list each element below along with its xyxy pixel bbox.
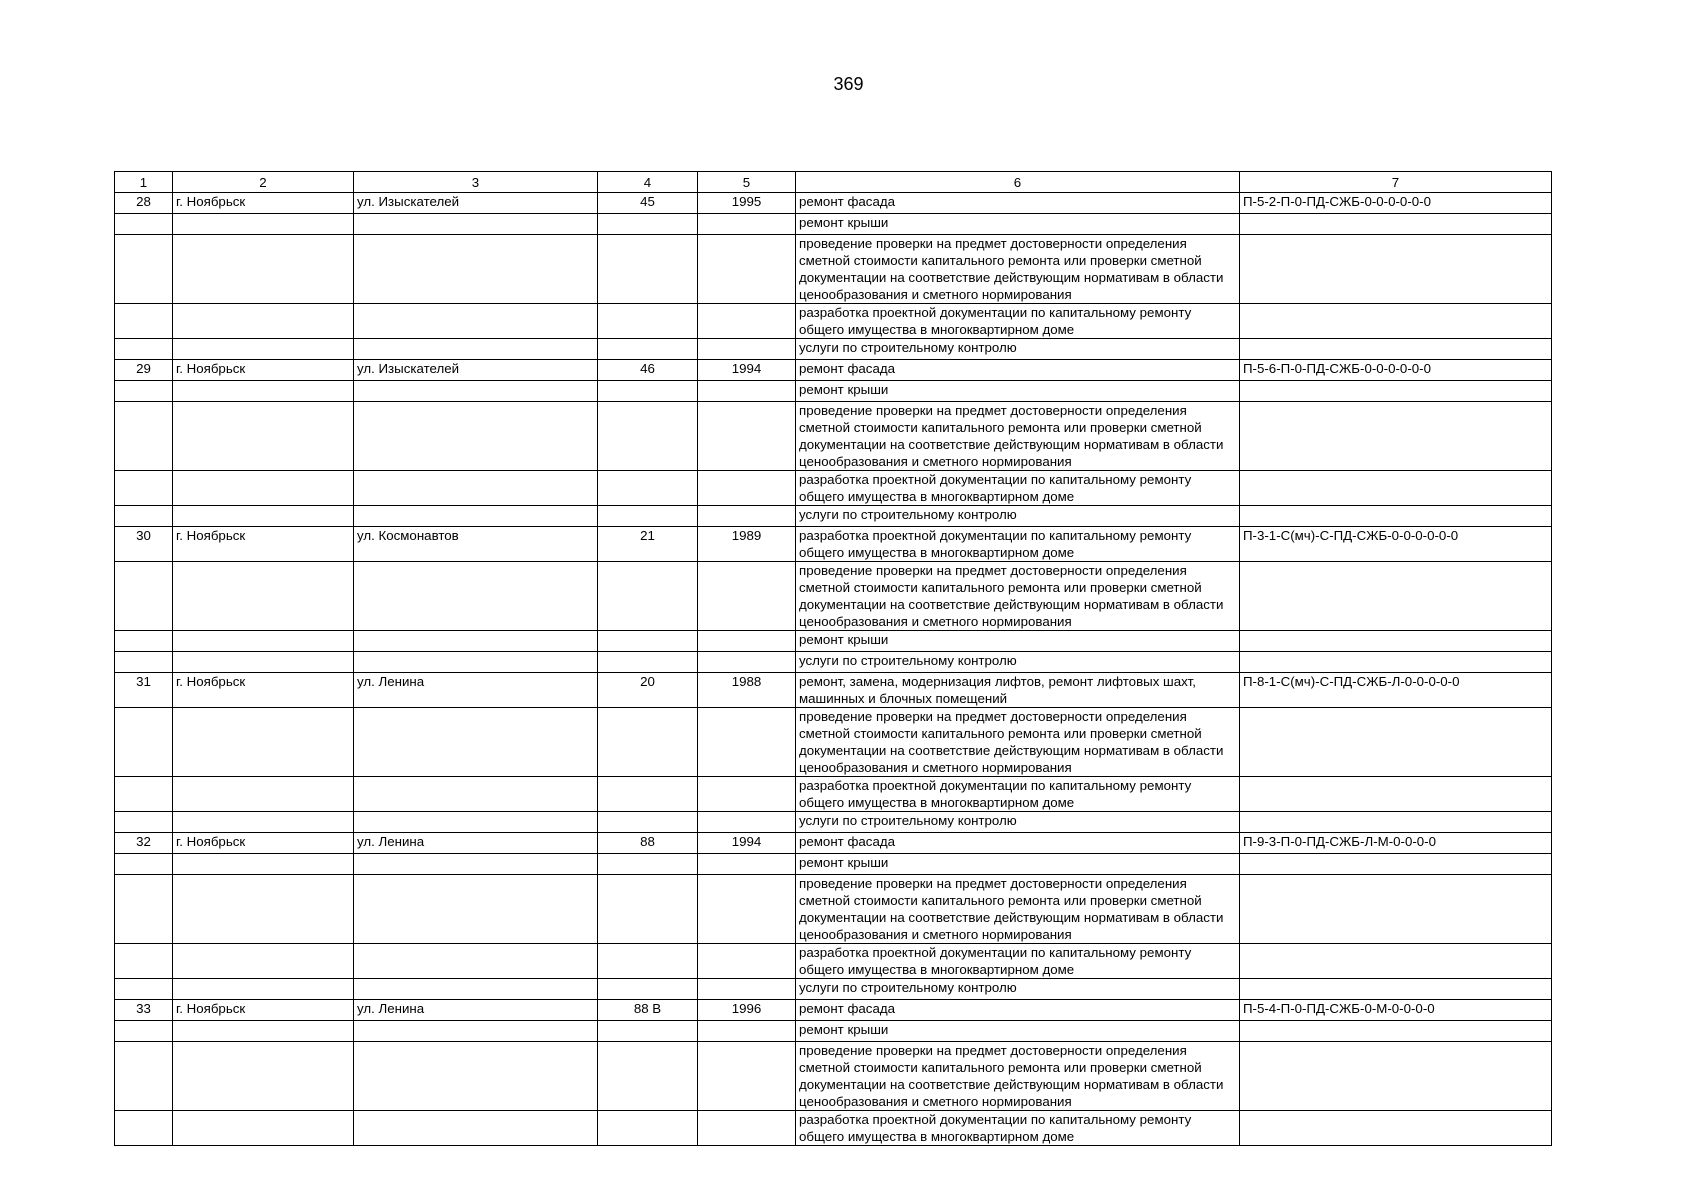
cell-number: 30 [115,527,173,562]
table-row [115,1111,1552,1146]
cell-work-type: услуги по строительному контролю [796,506,1240,527]
page-number: 369 [833,74,864,94]
cell-year [698,1042,796,1111]
cell-code: П-9-3-П-0-ПД-СЖБ-Л-М-0-0-0-0 [1240,833,1552,854]
cell-street: ул. Ленина [354,673,598,708]
cell-year [698,339,796,360]
table-row [115,652,1552,673]
cell-house: 21 [598,527,698,562]
cell-work-type: услуги по строительному контролю [796,979,1240,1000]
cell-year: 1994 [698,833,796,854]
cell-number [115,471,173,506]
cell-number: 31 [115,673,173,708]
cell-code: П-5-6-П-0-ПД-СЖБ-0-0-0-0-0-0 [1240,360,1552,381]
cell-work-type: ремонт крыши [796,381,1240,402]
table-row [115,1021,1552,1042]
table-row [115,875,1552,944]
cell-number [115,562,173,631]
cell-year [698,471,796,506]
cell-year [698,652,796,673]
cell-house [598,652,698,673]
cell-number [115,875,173,944]
cell-city [173,339,354,360]
cell-street [354,304,598,339]
cell-city [173,875,354,944]
cell-house [598,562,698,631]
cell-work-type: проведение проверки на предмет достоверности определения сметной стоимости капитального ремонта или проверки сметной документации на соответствие действующим нормативам в области ценообразования и сметного нормирования [796,708,1240,777]
cell-city [173,381,354,402]
cell-number [115,854,173,875]
cell-street: ул. Ленина [354,1000,598,1021]
cell-city [173,471,354,506]
cell-year: 1989 [698,527,796,562]
table-row [115,777,1552,812]
cell-code [1240,875,1552,944]
header-col-3: 3 [354,172,598,193]
header-col-6: 6 [796,172,1240,193]
cell-house [598,1042,698,1111]
cell-house [598,875,698,944]
table-row [115,506,1552,527]
cell-house: 45 [598,193,698,214]
cell-code [1240,562,1552,631]
cell-work-type: ремонт крыши [796,854,1240,875]
cell-city [173,812,354,833]
cell-year [698,402,796,471]
cell-work-type: разработка проектной документации по капитальному ремонту общего имущества в многоквартирном доме [796,527,1240,562]
cell-house [598,214,698,235]
cell-city: г. Ноябрьск [173,1000,354,1021]
cell-city [173,506,354,527]
table-row [115,471,1552,506]
cell-code [1240,1111,1552,1146]
cell-street [354,979,598,1000]
cell-city: г. Ноябрьск [173,527,354,562]
cell-street [354,402,598,471]
table-row [115,854,1552,875]
cell-year [698,214,796,235]
cell-street [354,1021,598,1042]
cell-street [354,381,598,402]
cell-street [354,339,598,360]
table-row [115,1042,1552,1111]
cell-number [115,979,173,1000]
cell-work-type: разработка проектной документации по капитальному ремонту общего имущества в многоквартирном доме [796,304,1240,339]
cell-house [598,1021,698,1042]
cell-code [1240,304,1552,339]
cell-number [115,631,173,652]
cell-house: 88 В [598,1000,698,1021]
table-row [115,1000,1552,1021]
cell-year [698,562,796,631]
cell-number [115,402,173,471]
cell-number [115,777,173,812]
cell-code [1240,381,1552,402]
cell-work-type: проведение проверки на предмет достоверности определения сметной стоимости капитального ремонта или проверки сметной документации на соответствие действующим нормативам в области ценообразования и сметного нормирования [796,875,1240,944]
cell-city: г. Ноябрьск [173,673,354,708]
cell-work-type: ремонт крыши [796,1021,1240,1042]
cell-street [354,777,598,812]
cell-year [698,875,796,944]
cell-house [598,854,698,875]
cell-year [698,708,796,777]
cell-house [598,471,698,506]
cell-code [1240,339,1552,360]
cell-number [115,944,173,979]
cell-code [1240,471,1552,506]
cell-street [354,562,598,631]
cell-year [698,777,796,812]
cell-year [698,1021,796,1042]
table-row [115,214,1552,235]
cell-house [598,631,698,652]
cell-city [173,1021,354,1042]
cell-number [115,304,173,339]
cell-work-type: ремонт крыши [796,214,1240,235]
cell-code [1240,652,1552,673]
cell-city [173,854,354,875]
cell-number [115,506,173,527]
cell-city [173,1111,354,1146]
cell-work-type: разработка проектной документации по капитальному ремонту общего имущества в многоквартирном доме [796,777,1240,812]
cell-house [598,402,698,471]
cell-city [173,708,354,777]
cell-number: 29 [115,360,173,381]
cell-work-type: ремонт крыши [796,631,1240,652]
cell-code [1240,1042,1552,1111]
cell-city [173,214,354,235]
cell-work-type: проведение проверки на предмет достоверности определения сметной стоимости капитального ремонта или проверки сметной документации на соответствие действующим нормативам в области ценообразования и сметного нормирования [796,235,1240,304]
cell-work-type: услуги по строительному контролю [796,339,1240,360]
cell-year: 1996 [698,1000,796,1021]
cell-year [698,631,796,652]
cell-code [1240,402,1552,471]
header-col-4: 4 [598,172,698,193]
cell-street [354,471,598,506]
cell-year [698,381,796,402]
header-col-1: 1 [115,172,173,193]
cell-code [1240,235,1552,304]
table-row [115,235,1552,304]
cell-street [354,708,598,777]
cell-city [173,777,354,812]
table-row [115,339,1552,360]
table-row [115,944,1552,979]
cell-number [115,339,173,360]
cell-city [173,304,354,339]
cell-number [115,708,173,777]
table-row [115,360,1552,381]
cell-code [1240,506,1552,527]
cell-house: 88 [598,833,698,854]
cell-work-type: разработка проектной документации по капитальному ремонту общего имущества в многоквартирном доме [796,471,1240,506]
cell-number [115,381,173,402]
cell-street [354,875,598,944]
cell-work-type: ремонт фасада [796,360,1240,381]
cell-house [598,979,698,1000]
cell-street: ул. Изыскателей [354,360,598,381]
cell-work-type: ремонт фасада [796,1000,1240,1021]
cell-house [598,506,698,527]
cell-street [354,944,598,979]
cell-city [173,631,354,652]
cell-code [1240,631,1552,652]
cell-code [1240,777,1552,812]
cell-work-type: проведение проверки на предмет достоверности определения сметной стоимости капитального ремонта или проверки сметной документации на соответствие действующим нормативам в области ценообразования и сметного нормирования [796,1042,1240,1111]
cell-street: ул. Космонавтов [354,527,598,562]
cell-house [598,708,698,777]
table-row [115,562,1552,631]
cell-number [115,235,173,304]
cell-code [1240,812,1552,833]
cell-code: П-5-2-П-0-ПД-СЖБ-0-0-0-0-0-0 [1240,193,1552,214]
cell-work-type: разработка проектной документации по капитальному ремонту общего имущества в многоквартирном доме [796,1111,1240,1146]
cell-street [354,235,598,304]
cell-year: 1988 [698,673,796,708]
cell-number [115,1111,173,1146]
cell-house [598,777,698,812]
cell-work-type: ремонт фасада [796,833,1240,854]
cell-street [354,1042,598,1111]
table-row [115,402,1552,471]
cell-work-type: проведение проверки на предмет достоверности определения сметной стоимости капитального ремонта или проверки сметной документации на соответствие действующим нормативам в области ценообразования и сметного нормирования [796,562,1240,631]
cell-street [354,506,598,527]
cell-city [173,979,354,1000]
cell-number [115,812,173,833]
header-col-7: 7 [1240,172,1552,193]
table-row [115,193,1552,214]
table-row [115,708,1552,777]
table-row [115,673,1552,708]
cell-code [1240,708,1552,777]
table-row [115,631,1552,652]
header-col-5: 5 [698,172,796,193]
cell-house [598,812,698,833]
cell-year: 1995 [698,193,796,214]
cell-year [698,304,796,339]
table-row [115,527,1552,562]
cell-work-type: проведение проверки на предмет достоверности определения сметной стоимости капитального ремонта или проверки сметной документации на соответствие действующим нормативам в области ценообразования и сметного нормирования [796,402,1240,471]
cell-year [698,506,796,527]
cell-house [598,944,698,979]
cell-street [354,214,598,235]
cell-city: г. Ноябрьск [173,360,354,381]
cell-number [115,652,173,673]
cell-code: П-3-1-С(мч)-С-ПД-СЖБ-0-0-0-0-0-0 [1240,527,1552,562]
cell-year [698,944,796,979]
cell-code [1240,854,1552,875]
cell-street [354,812,598,833]
cell-number: 33 [115,1000,173,1021]
table-row [115,304,1552,339]
cell-street: ул. Изыскателей [354,193,598,214]
cell-street [354,854,598,875]
cell-house [598,339,698,360]
cell-year [698,1111,796,1146]
table-row [115,979,1552,1000]
cell-year [698,854,796,875]
cell-year [698,979,796,1000]
cell-city [173,235,354,304]
cell-street [354,631,598,652]
cell-street: ул. Ленина [354,833,598,854]
cell-house [598,235,698,304]
cell-number: 32 [115,833,173,854]
table-row [115,381,1552,402]
header-col-2: 2 [173,172,354,193]
table-body [115,193,1552,1146]
cell-code [1240,214,1552,235]
cell-city [173,1042,354,1111]
cell-work-type: услуги по строительному контролю [796,812,1240,833]
cell-number: 28 [115,193,173,214]
capital-repair-table [114,171,1552,1146]
cell-year [698,235,796,304]
table-row [115,812,1552,833]
cell-city: г. Ноябрьск [173,833,354,854]
cell-number [115,214,173,235]
cell-year: 1994 [698,360,796,381]
cell-city [173,402,354,471]
cell-number [115,1042,173,1111]
table-row [115,833,1552,854]
cell-street [354,652,598,673]
cell-year [698,812,796,833]
cell-work-type: разработка проектной документации по капитальному ремонту общего имущества в многоквартирном доме [796,944,1240,979]
cell-work-type: ремонт, замена, модернизация лифтов, ремонт лифтовых шахт, машинных и блочных помещений [796,673,1240,708]
cell-street [354,1111,598,1146]
cell-work-type: ремонт фасада [796,193,1240,214]
cell-code [1240,944,1552,979]
cell-city: г. Ноябрьск [173,193,354,214]
cell-code [1240,979,1552,1000]
cell-code: П-8-1-С(мч)-С-ПД-СЖБ-Л-0-0-0-0-0 [1240,673,1552,708]
table-header-row [115,172,1552,193]
cell-house: 20 [598,673,698,708]
cell-number [115,1021,173,1042]
cell-code: П-5-4-П-0-ПД-СЖБ-0-М-0-0-0-0 [1240,1000,1552,1021]
cell-house [598,381,698,402]
cell-city [173,944,354,979]
cell-city [173,652,354,673]
cell-house [598,304,698,339]
cell-work-type: услуги по строительному контролю [796,652,1240,673]
cell-house [598,1111,698,1146]
cell-city [173,562,354,631]
cell-code [1240,1021,1552,1042]
cell-house: 46 [598,360,698,381]
